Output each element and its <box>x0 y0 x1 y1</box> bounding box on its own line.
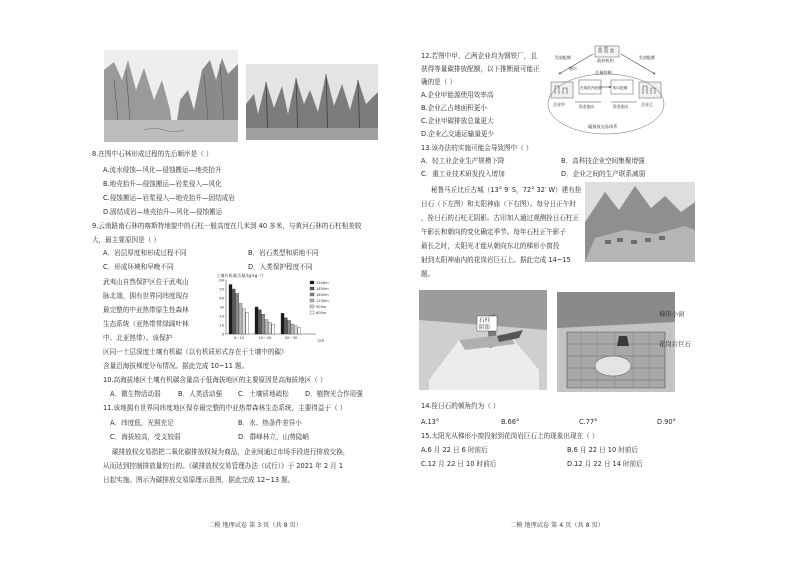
x-category-label: 0~10 <box>233 335 245 340</box>
page3-footer: 二模 地理试卷 第 3 页（共 8 页） <box>208 522 302 529</box>
q14-option-c: C.77° <box>579 418 598 426</box>
diagram-limit: 额内 <box>569 66 577 71</box>
diagram-funds-left: 资金流向 <box>579 104 595 109</box>
q13-option-b: B．高科技企业空间集聚增强 <box>561 157 645 165</box>
q12-stem-line1: 12.若图中甲、乙两企业均为钢铁厂，且 <box>421 52 537 60</box>
passage-wuyi-line6: 区同一土层深度土壤有机碳（以有机质形式存在于土壤中的碳） <box>103 348 288 356</box>
q8-option-c: C.侵蚀搬运—岩浆侵入—地壳抬升—固结成岩 <box>103 194 235 202</box>
bar-1600m-10~20 <box>262 314 265 334</box>
legend-label: 900m <box>316 305 327 309</box>
q8-stem: 8.在图中石林形成过程的先后顺序是（ ） <box>92 150 213 158</box>
y-tick-label: 30 <box>219 305 224 310</box>
q12-stem-line3: 确的是（ ） <box>421 78 457 86</box>
bar-1850m-10~20 <box>258 310 261 334</box>
legend-swatch <box>310 281 314 284</box>
bar-600m-10~20 <box>272 324 275 334</box>
page4-footer: 二模 地理试卷 第 4 页（共 8 页） <box>510 522 604 529</box>
q15-option-d: D.12 月 22 日 14 时前后 <box>567 460 643 468</box>
legend-swatch <box>310 287 314 290</box>
bar-1100m-0~10 <box>239 303 242 334</box>
label-pillar: 石柱 <box>479 318 491 324</box>
q12-option-c: C.企业甲碳排放总量更大 <box>421 117 494 125</box>
q12-option-b: B.企业乙占地面积更小 <box>421 104 487 112</box>
x-category-label: 20~30 <box>284 335 298 340</box>
intihuatana-stone-photo <box>419 290 547 390</box>
bar-1600m-20~30 <box>288 321 291 335</box>
passage-carbon-line2: 从而达到控制排放量的目的。《碳排放权交易管理办法（试行）》于 2021 年 2 月 1 <box>103 462 344 470</box>
q15-option-b: B.6 月 22 日 10 时前后 <box>567 446 639 454</box>
diagram-issue-right: 发放配额 <box>639 55 655 60</box>
q13-stem: 13.该办法的实施可能会导致图中（ ） <box>421 144 533 152</box>
label-shadow: 阴影 <box>479 325 491 331</box>
diagram-quota-left: 在规范内配额 <box>580 86 602 90</box>
bar-600m-0~10 <box>246 312 249 334</box>
q14-option-b: B.66° <box>501 418 520 426</box>
passage-wuyi-line5: 中、北亚热带）。该保护 <box>103 334 173 342</box>
chart-title: 土壤有机碳含量/(g·kg⁻¹) <box>216 273 263 278</box>
q10-option-b: B．人类活动强 <box>178 390 223 398</box>
carbon-trading-diagram <box>545 44 667 138</box>
diagram-enterprise-b: 企业乙 <box>641 102 653 107</box>
q9-stem-line2: 大，最主要原因是（ ） <box>92 236 161 244</box>
stone-forest-photo-left <box>104 50 238 142</box>
y-tick-label: 10 <box>219 323 224 328</box>
q14-option-a: A.13° <box>421 418 440 426</box>
y-tick-label: 60 <box>219 278 224 283</box>
q8-option-a: A.流水侵蚀—风化—侵蚀搬运—地壳抬升 <box>103 166 222 174</box>
passage-machu-line7: 题。 <box>421 270 435 278</box>
diagram-enterprise-a: 企业甲 <box>553 102 565 107</box>
legend-swatch <box>310 299 314 302</box>
bar-1100m-10~20 <box>265 320 268 334</box>
diagram-funds-right: 资金流向 <box>613 104 629 109</box>
bar-900m-0~10 <box>242 309 245 334</box>
bar-2300m-0~10 <box>229 285 232 335</box>
chart-xlabel: cm <box>318 338 325 343</box>
passage-wuyi-line2: 脉北端，拥有世界同纬度现存 <box>103 292 189 300</box>
temple-of-sun-photo <box>557 292 675 392</box>
label-trapezoid-window: 梯形小窗 <box>659 310 685 318</box>
bar-1850m-0~10 <box>232 289 235 334</box>
bar-1600m-0~10 <box>236 294 239 335</box>
q15-option-c: C.12 月 22 日 10 时前后 <box>421 460 497 468</box>
passage-machu-line6: 射到太阳神庙内的花岗岩巨石上。据此完成 14~15 <box>421 256 571 264</box>
q8-option-b: B.地壳抬升—侵蚀搬运—岩浆侵入—风化 <box>103 180 222 188</box>
q14-option-d: D.90° <box>657 418 676 426</box>
legend-label: 2300m <box>316 281 329 285</box>
machu-picchu-photo <box>585 182 695 262</box>
diagram-issue-left: 发放配额 <box>555 55 571 60</box>
legend-label: 600m <box>316 311 327 315</box>
diagram-trading-system: 碳排放交易体系 <box>588 124 618 129</box>
soil-carbon-chart <box>212 270 334 346</box>
y-tick-label: 20 <box>219 314 224 319</box>
y-tick-label: 50 <box>219 287 224 292</box>
q10-option-c: C．土壤质地疏松 <box>238 390 289 398</box>
x-category-label: 10~20 <box>258 335 272 340</box>
bar-2300m-10~20 <box>255 307 258 334</box>
q14-stem: 14.拴日石的倾角约为（ ） <box>421 402 500 410</box>
q12-option-a: A.企业甲能源使用效率高 <box>421 91 494 99</box>
q11-option-a: A．纬度低，光照充足 <box>110 419 174 427</box>
diagram-government: 政府机构 <box>597 58 614 63</box>
passage-carbon-line3: 日起实施。图示为碳排放交易原理示意图，据此完成 12~13 题。 <box>103 476 295 484</box>
q10-option-d: D．植物光合作用强 <box>305 390 363 398</box>
y-tick-label: 40 <box>219 296 224 301</box>
stone-forest-photo-right <box>246 64 378 140</box>
legend-swatch <box>310 293 314 296</box>
bar-1100m-20~30 <box>291 324 294 334</box>
y-tick-label: 0 <box>221 332 224 337</box>
q12-stem-line2: 获得等量碳排放配额，以下推断最可能正 <box>421 65 540 73</box>
q9-option-a: A．岩层厚度和形成过程不同 <box>103 249 187 257</box>
passage-carbon-line1: 碳排放权交易指把二氧化碳排放权视为商品，企业间通过市场手段进行排放交换， <box>112 448 350 456</box>
exam-page-4 <box>397 0 794 561</box>
q11-option-b: B．水、热条件差异小 <box>238 419 302 427</box>
q13-option-a: A．轻工业企业生产规模下降 <box>421 157 505 165</box>
q8-option-d: D.固结成岩—地壳抬升—风化—侵蚀搬运 <box>103 208 223 216</box>
q10-option-a: A．微生物活动弱 <box>110 390 161 398</box>
q13-option-c: C．重工业技术研发投入增加 <box>421 170 505 178</box>
q15-stem: 15.太阳光从梯形小窗投射到花岗岩巨石上的现象出现在（ ） <box>421 432 599 440</box>
legend-swatch <box>310 305 314 308</box>
passage-machu-line4: 午影长和朝向的变化确定季节。每年石柱正午影子 <box>421 228 567 236</box>
q9-option-b: B．岩石类型和质地不同 <box>248 249 319 257</box>
passage-machu-line3: ，拴日石的石柱无阴影。古印加人通过观测拴日石柱正 <box>421 214 580 222</box>
legend-label: 1850m <box>316 287 329 291</box>
diagram-quota-right: 购买配额 <box>613 86 628 90</box>
q10-stem: 10.高海拔地区土壤有机碳含量高于低海拔地区的主要原因是高海拔地区（ ） <box>103 376 327 384</box>
q12-option-d: D.企业乙交通运输量更少 <box>421 130 495 138</box>
bar-2300m-20~30 <box>281 313 284 334</box>
diagram-total-control: 总量控制 <box>595 70 612 75</box>
label-granite-rock: 花岗岩巨石 <box>659 340 691 348</box>
passage-wuyi-line7: 含量沿海拔梯度分布情况。据此完成 10~11 题。 <box>103 362 249 370</box>
passage-wuyi-line1: 武夷山自然保护区位于武夷山 <box>103 278 189 286</box>
q11-option-c: C．海拔较高，受支较弱 <box>110 433 181 441</box>
legend-label: 1600m <box>316 293 329 297</box>
bar-1850m-20~30 <box>284 318 287 334</box>
legend-label: 1100m <box>316 299 329 303</box>
passage-machu-line5: 最长之时，太阳光才能从朝向东北的梯形小窗投 <box>421 242 560 250</box>
q15-option-a: A.6 月 22 日 6 时前后 <box>421 446 488 454</box>
q9-option-d: D．人类保护程度不同 <box>248 263 313 271</box>
passage-wuyi-line3: 最完整的中亚热带原生性森林 <box>103 306 189 314</box>
legend-swatch <box>310 311 314 314</box>
q13-option-d: D．企业之间的生产联系减弱 <box>561 170 646 178</box>
passage-machu-line1: 秘鲁马丘比丘古城（13° 9′ S，72° 32′ W）建有拴 <box>431 186 582 194</box>
bar-900m-20~30 <box>294 326 297 334</box>
bar-600m-20~30 <box>298 328 301 334</box>
q9-option-c: C．形成环境和早晚不同 <box>103 263 174 271</box>
q9-stem-line1: 9.云南路南石林的喀斯特地貌中的石柱一般高度在几米到 40 多米，与黄河石林的石柱相差较 <box>92 222 362 230</box>
passage-machu-line2: 日石（下左图）和太阳神庙（下右图）。每分日正午时 <box>421 200 576 208</box>
passage-wuyi-line4: 生态系统（亚热带常绿阔叶林 <box>103 320 189 328</box>
bar-900m-10~20 <box>268 322 271 334</box>
q11-stem: 11.该地拥有世界同纬度地区保存最完整的中亚热带森林生态系统，主要得益于（ ） <box>103 404 347 412</box>
q11-option-d: D．群峰林立，山势陡峭 <box>238 433 310 441</box>
